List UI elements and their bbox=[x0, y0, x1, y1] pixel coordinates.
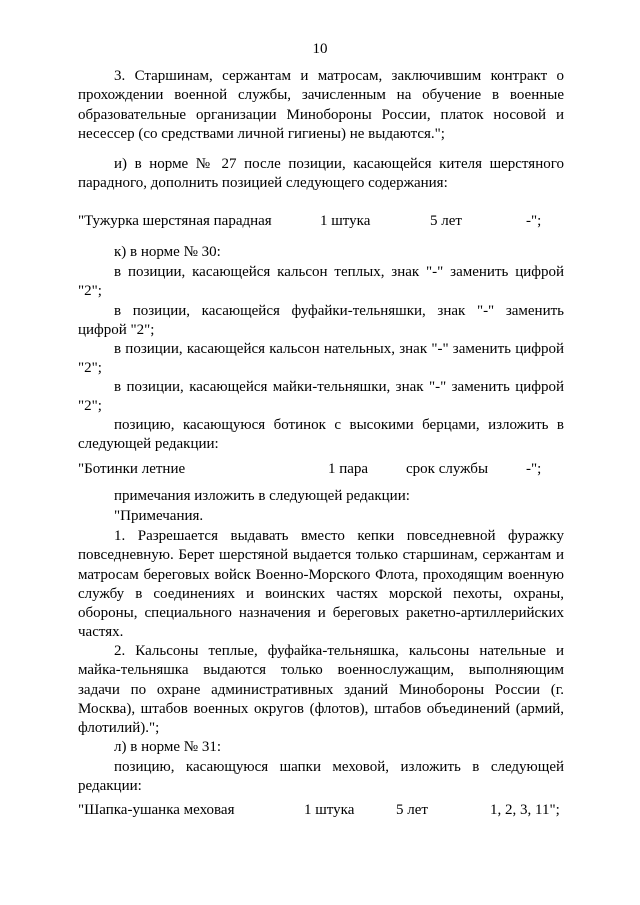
row-botinki-term: срок службы bbox=[406, 461, 489, 477]
paragraph-mayka: в позиции, касающейся майки-тельняшки, знак "-" заменить цифрой "2"; bbox=[78, 379, 564, 415]
row-tuzhurka-term: 5 лет bbox=[430, 213, 462, 229]
row-botinki bbox=[78, 460, 564, 479]
row-shapka-qty: 1 штука bbox=[304, 802, 355, 818]
row-botinki-note: -"; bbox=[526, 461, 542, 477]
paragraph-note-1: 1. Разрешается выдавать вместо кепки повседневной фуражку повседневную. Берет шерстяной выдается только старшинам, сержантам и матросам береговых войск Военно-Морского Флота, проходящим военную службу в соединениях и воинских частях морской пехоты, охраны, обороны, специального назначения и береговых ракетно-артиллерийских частях. bbox=[78, 528, 564, 641]
row-shapka bbox=[78, 801, 564, 820]
row-tuzhurka-note: -"; bbox=[526, 213, 542, 229]
row-shapka-term: 5 лет bbox=[396, 802, 428, 818]
row-shapka-item: "Шапка-ушанка меховая bbox=[78, 802, 235, 818]
paragraph-notes-heading: "Примечания. bbox=[114, 508, 204, 524]
paragraph-k-norm-30: к) в норме № 30: bbox=[114, 244, 221, 260]
paragraph-3-contract-sailors: 3. Старшинам, сержантам и матросам, заключившим контракт о прохождении военной службы, зачисленным на обучение в военные образовательные организации Минобороны России, платок носовой и несессер (со средствами личной гигиены) не выдаются."; bbox=[78, 68, 564, 142]
row-tuzhurka-item: "Тужурка шерстяная парадная bbox=[78, 213, 272, 229]
row-botinki-item: "Ботинки летние bbox=[78, 461, 186, 477]
paragraph-i-norm-27: и) в норме № 27 после позиции, касающейся кителя шерстяного парадного, дополнить позицией следующего содержания: bbox=[78, 156, 564, 192]
paragraph-kalsony-teplye: в позиции, касающейся кальсон теплых, знак "-" заменить цифрой "2"; bbox=[78, 264, 564, 300]
paragraph-notes-intro: примечания изложить в следующей редакции: bbox=[114, 488, 410, 504]
paragraph-shapka-position: позицию, касающуюся шапки меховой, изложить в следующей редакции: bbox=[78, 759, 564, 795]
paragraph-botinki-position: позицию, касающуюся ботинок с высокими берцами, изложить в следующей редакции: bbox=[78, 417, 564, 453]
row-tuzhurka-qty: 1 штука bbox=[320, 213, 371, 229]
row-shapka-note: 1, 2, 3, 11"; bbox=[490, 802, 560, 818]
row-botinki-qty: 1 пара bbox=[328, 461, 369, 477]
paragraph-fufayka: в позиции, касающейся фуфайки-тельняшки, знак "-" заменить цифрой "2"; bbox=[78, 303, 564, 339]
paragraph-l-norm-31: л) в норме № 31: bbox=[114, 739, 221, 755]
page-number: 10 bbox=[312, 41, 328, 57]
row-tuzhurka bbox=[78, 212, 564, 231]
paragraph-note-2: 2. Кальсоны теплые, фуфайка-тельняшка, кальсоны нательные и майка-тельняшка выдаются только военнослужащим, выполняющим задачи по охране административных зданий Минобороны России (г. Москва), штабов военных округов (флотов), штабов объединений (армий, флотилий)."; bbox=[78, 643, 564, 737]
paragraph-kalsony-natelnye: в позиции, касающейся кальсон нательных, знак "-" заменить цифрой "2"; bbox=[78, 341, 564, 377]
